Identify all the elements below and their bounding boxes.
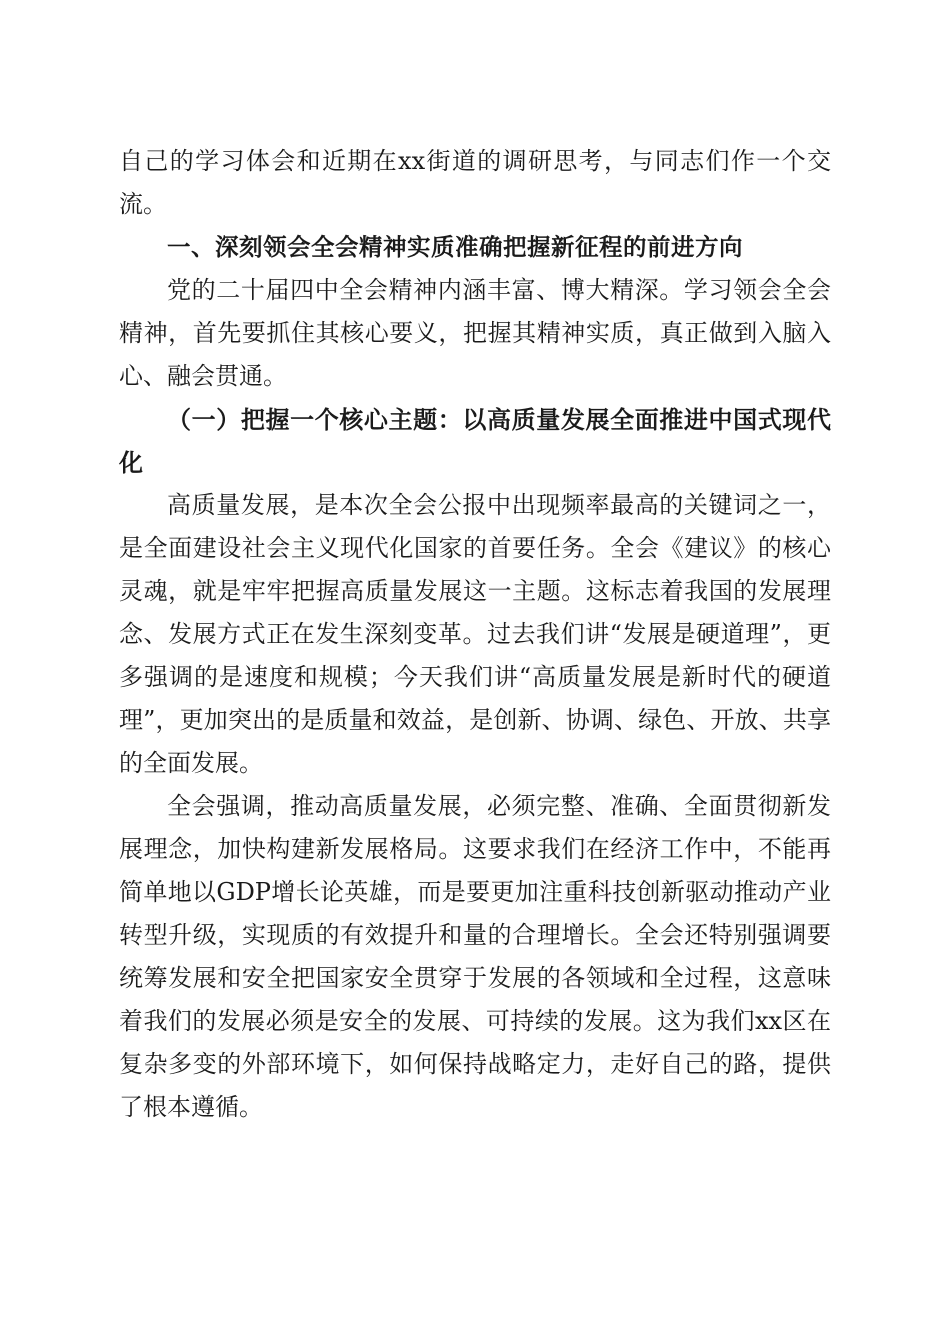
subsection-heading-1: （一）把握一个核心主题：以高质量发展全面推进中国式现代化: [119, 405, 831, 477]
paragraph-continued: 自己的学习体会和近期在xx街道的调研思考，与同志们作一个交流。: [119, 147, 831, 218]
document-body: [119, 140, 831, 1129]
section-heading-1: 一、深刻领会全会精神实质准确把握新征程的前进方向: [167, 233, 743, 261]
paragraph: 全会强调，推动高质量发展，必须完整、准确、全面贯彻新发展理念，加快构建新发展格局。这要求我们在经济工作中，不能再简单地以GDP增长论英雄，而是要更加注重科技创新驱动推动产业转型升级，实现质的有效提升和量的合理增长。全会还特别强调要统筹发展和安全把国家安全贯穿于发展的各领域和全过程，这意味着我们的发展必须是安全的发展、可持续的发展。这为我们xx区在复杂多变的外部环境下，如何保持战略定力，走好自己的路，提供了根本遵循。: [119, 792, 831, 1121]
paragraph: 党的二十届四中全会精神内涵丰富、博大精深。学习领会全会精神，首先要抓住其核心要义，把握其精神实质，真正做到入脑入心、融会贯通。: [119, 276, 831, 390]
paragraph: 高质量发展，是本次全会公报中出现频率最高的关键词之一，是全面建设社会主义现代化国家的首要任务。全会《建议》的核心灵魂，就是牢牢把握高质量发展这一主题。这标志着我国的发展理念、发展方式正在发生深刻变革。过去我们讲“发展是硬道理”，更多强调的是速度和规模；今天我们讲“高质量发展是新时代的硬道理”，更加突出的是质量和效益，是创新、协调、绿色、开放、共享的全面发展。: [119, 491, 831, 777]
